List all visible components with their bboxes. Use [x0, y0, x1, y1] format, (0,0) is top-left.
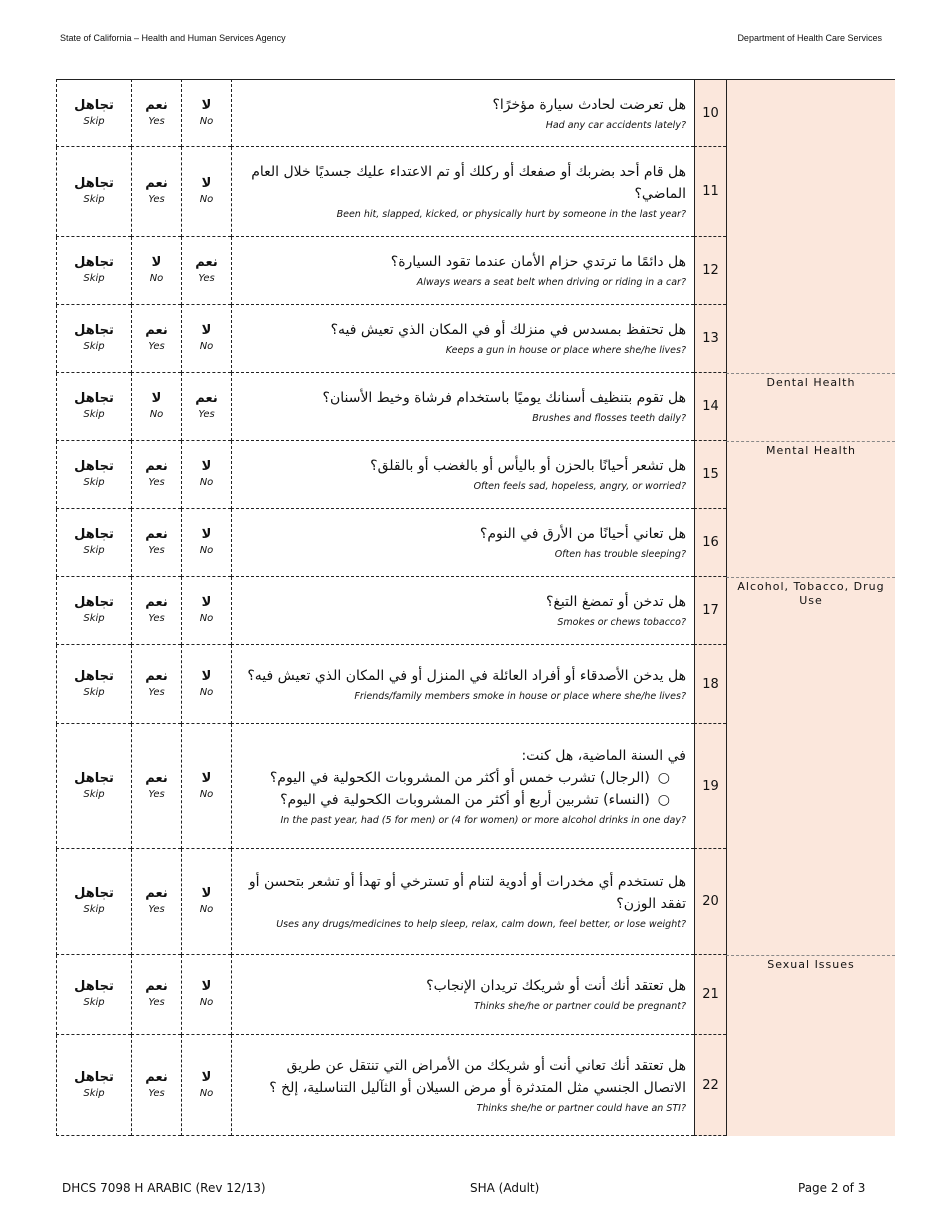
skip-label-arabic: تجاهل — [74, 176, 114, 191]
skip-label-english: Skip — [83, 1087, 105, 1099]
question-row — [56, 509, 895, 577]
question-english: Often feels sad, hopeless, angry, or worried? — [473, 481, 686, 492]
question-number-cell — [694, 305, 726, 373]
bullet-option: ○(النساء) تشربين أربع أو أكثر من المشروبات الكحولية في اليوم؟ — [280, 791, 670, 808]
skip-label-english: Skip — [83, 273, 105, 284]
question-row — [56, 849, 895, 955]
question-number-cell — [694, 1035, 726, 1136]
answer-label-english: Yes — [148, 788, 165, 800]
header-department: Department of Health Care Services — [737, 33, 882, 43]
answer-label-english: No — [199, 1087, 214, 1099]
answer-option[interactable] — [181, 237, 231, 305]
answer-label-arabic: لا — [201, 97, 212, 113]
category-label: Sexual Issues — [767, 958, 855, 971]
question-row — [56, 373, 895, 441]
question-number: 20 — [702, 894, 719, 909]
question-number: 19 — [702, 778, 719, 794]
question-number-cell — [694, 373, 726, 441]
question-english: Thinks she/he or partner could have an STI? — [476, 1102, 686, 1114]
category-cell — [726, 1035, 895, 1136]
question-text-cell — [231, 373, 694, 441]
question-english: Keeps a gun in house or place where she/he lives? — [445, 345, 686, 356]
question-english: Uses any drugs/medicines to help sleep, relax, calm down, feel better, or lose weight? — [276, 919, 686, 930]
skip-label-english: Skip — [83, 115, 105, 127]
answer-label-english: Yes — [148, 194, 165, 205]
question-english: Smokes or chews tobacco? — [557, 617, 686, 628]
question-number: 10 — [702, 105, 719, 121]
question-text-cell — [231, 724, 694, 849]
category-label — [727, 147, 895, 149]
category-cell — [726, 373, 895, 441]
question-number: 11 — [702, 184, 719, 199]
answer-label-english: Yes — [148, 1087, 165, 1099]
question-english: Often has trouble sleeping? — [554, 549, 686, 560]
answer-label-english: No — [149, 409, 164, 420]
answer-label-arabic: نعم — [145, 527, 168, 542]
skip-label-arabic: تجاهل — [74, 255, 114, 270]
question-text-cell — [231, 1035, 694, 1136]
category-cell — [726, 849, 895, 955]
answer-label-english: Yes — [198, 273, 215, 284]
answer-label-arabic: لا — [201, 979, 212, 994]
answer-label-arabic: لا — [201, 1069, 212, 1085]
question-row — [56, 79, 895, 147]
skip-option[interactable] — [56, 849, 131, 955]
question-row — [56, 147, 895, 237]
question-number-cell — [694, 441, 726, 509]
question-number-cell — [694, 79, 726, 147]
footer-form-title: SHA (Adult) — [470, 1181, 540, 1195]
category-label — [727, 1035, 895, 1037]
skip-label-arabic: تجاهل — [74, 979, 114, 994]
answer-label-arabic: لا — [201, 176, 212, 191]
question-number: 17 — [702, 603, 719, 618]
category-cell — [726, 441, 895, 509]
skip-option[interactable] — [56, 724, 131, 849]
answer-label-english: No — [199, 194, 214, 205]
answer-label-english: Yes — [148, 341, 165, 352]
answer-label-arabic: لا — [201, 527, 212, 542]
category-cell — [726, 955, 895, 1035]
question-arabic: هل تشعر أحيانًا بالحزن أو باليأس أو بالغضب أو بالقلق؟ — [370, 458, 686, 474]
answer-label-arabic: نعم — [145, 459, 168, 474]
answer-label-english: Yes — [148, 686, 165, 698]
answer-label-arabic: لا — [201, 323, 212, 338]
answer-option[interactable] — [131, 305, 181, 373]
skip-option[interactable] — [56, 577, 131, 645]
category-label — [727, 305, 895, 307]
question-arabic: هل تعاني أحيانًا من الأرق في النوم؟ — [479, 526, 686, 542]
skip-label-arabic: تجاهل — [74, 668, 114, 684]
question-english: Brushes and flosses teeth daily? — [532, 413, 686, 424]
answer-label-english: Yes — [148, 904, 165, 915]
question-arabic: هل قام أحد بضربك أو صفعك أو ركلك أو تم الاعتداء عليك جسديًا خلال العام الماضي؟ — [251, 164, 686, 202]
question-arabic: هل دائمًا ما ترتدي حزام الأمان عندما تقود السيارة؟ — [390, 254, 686, 270]
answer-label-arabic: نعم — [145, 1069, 168, 1085]
category-label — [727, 645, 895, 647]
question-row — [56, 441, 895, 509]
category-label — [727, 509, 895, 511]
answer-option[interactable] — [181, 373, 231, 441]
question-arabic: هل تعتقد أنك تعاني أنت أو شريكك من الأمراض التي تنتقل عن طريق الاتصال الجنسي مثل المتدثرة أو مرض السيلان أو الثآليل التناسلية، إلخ ؟ — [269, 1057, 686, 1096]
skip-label-arabic: تجاهل — [74, 323, 114, 338]
answer-option[interactable] — [131, 147, 181, 237]
skip-label-english: Skip — [83, 613, 105, 624]
skip-label-arabic: تجاهل — [74, 459, 114, 474]
answer-label-english: Yes — [148, 545, 165, 556]
question-number: 14 — [702, 399, 719, 414]
bullet-option: ○(الرجال) تشرب خمس أو أكثر من المشروبات الكحولية في اليوم؟ — [269, 769, 670, 786]
answer-label-english: Yes — [198, 409, 215, 420]
question-text-cell — [231, 849, 694, 955]
skip-label-english: Skip — [83, 997, 105, 1008]
answer-label-arabic: لا — [201, 886, 212, 901]
answer-option[interactable] — [181, 305, 231, 373]
question-text-cell — [231, 577, 694, 645]
answer-label-english: No — [199, 477, 214, 488]
question-number-cell — [694, 645, 726, 724]
answer-label-arabic: لا — [201, 668, 212, 684]
answer-label-arabic: لا — [151, 391, 162, 406]
answer-label-english: No — [199, 686, 214, 698]
answer-label-english: No — [199, 788, 214, 800]
answer-option[interactable] — [131, 577, 181, 645]
skip-option[interactable] — [56, 509, 131, 577]
question-number: 12 — [702, 263, 719, 278]
answer-option[interactable] — [131, 724, 181, 849]
answer-label-arabic: نعم — [145, 979, 168, 994]
question-arabic: هل يدخن الأصدقاء أو أفراد العائلة في المنزل أو في المكان الذي تعيش فيه؟ — [247, 667, 686, 684]
question-number-cell — [694, 849, 726, 955]
question-text-cell — [231, 305, 694, 373]
bullet-circle-icon: ○ — [657, 791, 670, 808]
answer-label-english: No — [199, 904, 214, 915]
answer-option[interactable] — [131, 645, 181, 724]
category-cell — [726, 305, 895, 373]
answer-option[interactable] — [181, 1035, 231, 1136]
header-agency: State of California – Health and Human Services Agency — [60, 33, 286, 43]
skip-label-english: Skip — [83, 904, 105, 915]
answer-option[interactable] — [181, 955, 231, 1035]
skip-label-arabic: تجاهل — [74, 595, 114, 610]
answer-label-arabic: نعم — [145, 176, 168, 191]
answer-option[interactable] — [181, 645, 231, 724]
answer-label-english: No — [199, 613, 214, 624]
skip-label-arabic: تجاهل — [74, 1069, 114, 1085]
answer-label-english: No — [149, 273, 164, 284]
answer-label-arabic: لا — [201, 459, 212, 474]
category-label — [727, 80, 895, 82]
answer-label-arabic: نعم — [145, 668, 168, 684]
question-row — [56, 1035, 895, 1136]
question-text-cell — [231, 237, 694, 305]
skip-option[interactable] — [56, 645, 131, 724]
question-arabic: هل تعرضت لحادث سيارة مؤخرًا؟ — [492, 96, 686, 113]
skip-label-english: Skip — [83, 409, 105, 420]
skip-option[interactable] — [56, 147, 131, 237]
question-text-cell — [231, 441, 694, 509]
skip-option[interactable] — [56, 237, 131, 305]
question-text-cell — [231, 79, 694, 147]
answer-label-arabic: نعم — [145, 97, 168, 113]
answer-option[interactable] — [131, 955, 181, 1035]
category-cell — [726, 577, 895, 645]
skip-option[interactable] — [56, 1035, 131, 1136]
question-number: 15 — [702, 467, 719, 482]
category-label: Dental Health — [766, 376, 856, 389]
question-row — [56, 645, 895, 724]
category-cell — [726, 147, 895, 237]
skip-label-english: Skip — [83, 545, 105, 556]
question-english: In the past year, had (5 for men) or (4 for women) or more alcohol drinks in one day? — [280, 814, 686, 826]
skip-label-english: Skip — [83, 788, 105, 800]
answer-option[interactable] — [131, 79, 181, 147]
question-number: 22 — [702, 1077, 719, 1093]
answer-label-english: No — [199, 341, 214, 352]
question-english: Friends/family members smoke in house or place where she/he lives? — [354, 690, 686, 702]
question-row — [56, 305, 895, 373]
question-number-cell — [694, 509, 726, 577]
answer-label-english: No — [199, 115, 214, 127]
answer-option[interactable] — [131, 373, 181, 441]
question-arabic: هل تدخن أو تمضغ التبغ؟ — [545, 594, 686, 610]
question-number-cell — [694, 724, 726, 849]
answer-option[interactable] — [181, 509, 231, 577]
question-number-cell — [694, 577, 726, 645]
category-label — [727, 849, 895, 851]
skip-label-arabic: تجاهل — [74, 770, 114, 786]
question-number-cell — [694, 955, 726, 1035]
answer-label-arabic: لا — [201, 595, 212, 610]
answer-option[interactable] — [181, 441, 231, 509]
skip-label-arabic: تجاهل — [74, 391, 114, 406]
question-text-cell — [231, 645, 694, 724]
skip-option[interactable] — [56, 441, 131, 509]
answer-option[interactable] — [181, 724, 231, 849]
question-row — [56, 237, 895, 305]
category-label: Mental Health — [766, 444, 856, 457]
question-english: Been hit, slapped, kicked, or physically hurt by someone in the last year? — [336, 209, 686, 220]
footer-page-number: Page 2 of 3 — [798, 1181, 866, 1195]
question-number-cell — [694, 237, 726, 305]
question-text-cell — [231, 509, 694, 577]
question-arabic: هل تقوم بتنظيف أسنانك يوميًا باستخدام فرشاة وخيط الأسنان؟ — [322, 390, 686, 406]
skip-label-english: Skip — [83, 686, 105, 698]
questionnaire-table — [56, 79, 895, 1136]
skip-option[interactable] — [56, 79, 131, 147]
category-label — [727, 724, 895, 726]
question-arabic: هل تحتفظ بمسدس في منزلك أو في المكان الذي تعيش فيه؟ — [330, 322, 686, 338]
bullet-circle-icon: ○ — [657, 769, 670, 786]
category-label: Alcohol, Tobacco, Drug Use — [737, 580, 885, 607]
question-row — [56, 955, 895, 1035]
answer-option[interactable] — [131, 237, 181, 305]
question-arabic: في السنة الماضية، هل كنت: — [521, 747, 686, 764]
skip-option[interactable] — [56, 955, 131, 1035]
answer-label-english: Yes — [148, 613, 165, 624]
category-cell — [726, 79, 895, 147]
skip-label-english: Skip — [83, 341, 105, 352]
category-cell — [726, 645, 895, 724]
answer-label-arabic: نعم — [195, 255, 218, 270]
answer-option[interactable] — [181, 849, 231, 955]
answer-label-arabic: نعم — [145, 770, 168, 786]
answer-option[interactable] — [131, 1035, 181, 1136]
question-number: 16 — [702, 535, 719, 550]
answer-option[interactable] — [131, 849, 181, 955]
answer-option[interactable] — [131, 509, 181, 577]
question-english: Had any car accidents lately? — [545, 119, 686, 131]
answer-label-english: No — [199, 997, 214, 1008]
question-number: 13 — [702, 331, 719, 346]
answer-label-english: Yes — [148, 997, 165, 1008]
skip-option[interactable] — [56, 305, 131, 373]
skip-option[interactable] — [56, 373, 131, 441]
answer-option[interactable] — [181, 147, 231, 237]
answer-label-english: Yes — [148, 115, 165, 127]
answer-label-arabic: نعم — [145, 595, 168, 610]
question-number: 18 — [702, 676, 719, 692]
question-english: Always wears a seat belt when driving or riding in a car? — [416, 277, 686, 288]
skip-label-english: Skip — [83, 477, 105, 488]
question-arabic: هل تعتقد أنك أنت أو شريكك تريدان الإنجاب؟ — [426, 978, 686, 994]
answer-label-arabic: نعم — [145, 886, 168, 901]
question-row — [56, 577, 895, 645]
answer-label-arabic: نعم — [195, 391, 218, 406]
answer-label-arabic: نعم — [145, 323, 168, 338]
answer-label-arabic: لا — [201, 770, 212, 786]
skip-label-arabic: تجاهل — [74, 886, 114, 901]
category-label — [727, 237, 895, 239]
answer-label-english: No — [199, 545, 214, 556]
question-number: 21 — [702, 987, 719, 1002]
question-number-cell — [694, 147, 726, 237]
category-cell — [726, 509, 895, 577]
question-row — [56, 724, 895, 849]
footer-form-id: DHCS 7098 H ARABIC (Rev 12/13) — [62, 1181, 266, 1195]
answer-label-english: Yes — [148, 477, 165, 488]
question-english: Thinks she/he or partner could be pregnant? — [474, 1001, 686, 1012]
answer-option[interactable] — [181, 577, 231, 645]
question-arabic: هل تستخدم أي مخدرات أو أدوية لتنام أو تسترخي أو تهدأ أو تشعر بتحسن أو تفقد الوزن؟ — [248, 874, 686, 912]
skip-label-arabic: تجاهل — [74, 97, 114, 113]
question-text-cell — [231, 147, 694, 237]
answer-option[interactable] — [131, 441, 181, 509]
question-text-cell — [231, 955, 694, 1035]
category-cell — [726, 724, 895, 849]
skip-label-english: Skip — [83, 194, 105, 205]
answer-label-arabic: لا — [151, 255, 162, 270]
skip-label-arabic: تجاهل — [74, 527, 114, 542]
category-cell — [726, 237, 895, 305]
answer-option[interactable] — [181, 79, 231, 147]
